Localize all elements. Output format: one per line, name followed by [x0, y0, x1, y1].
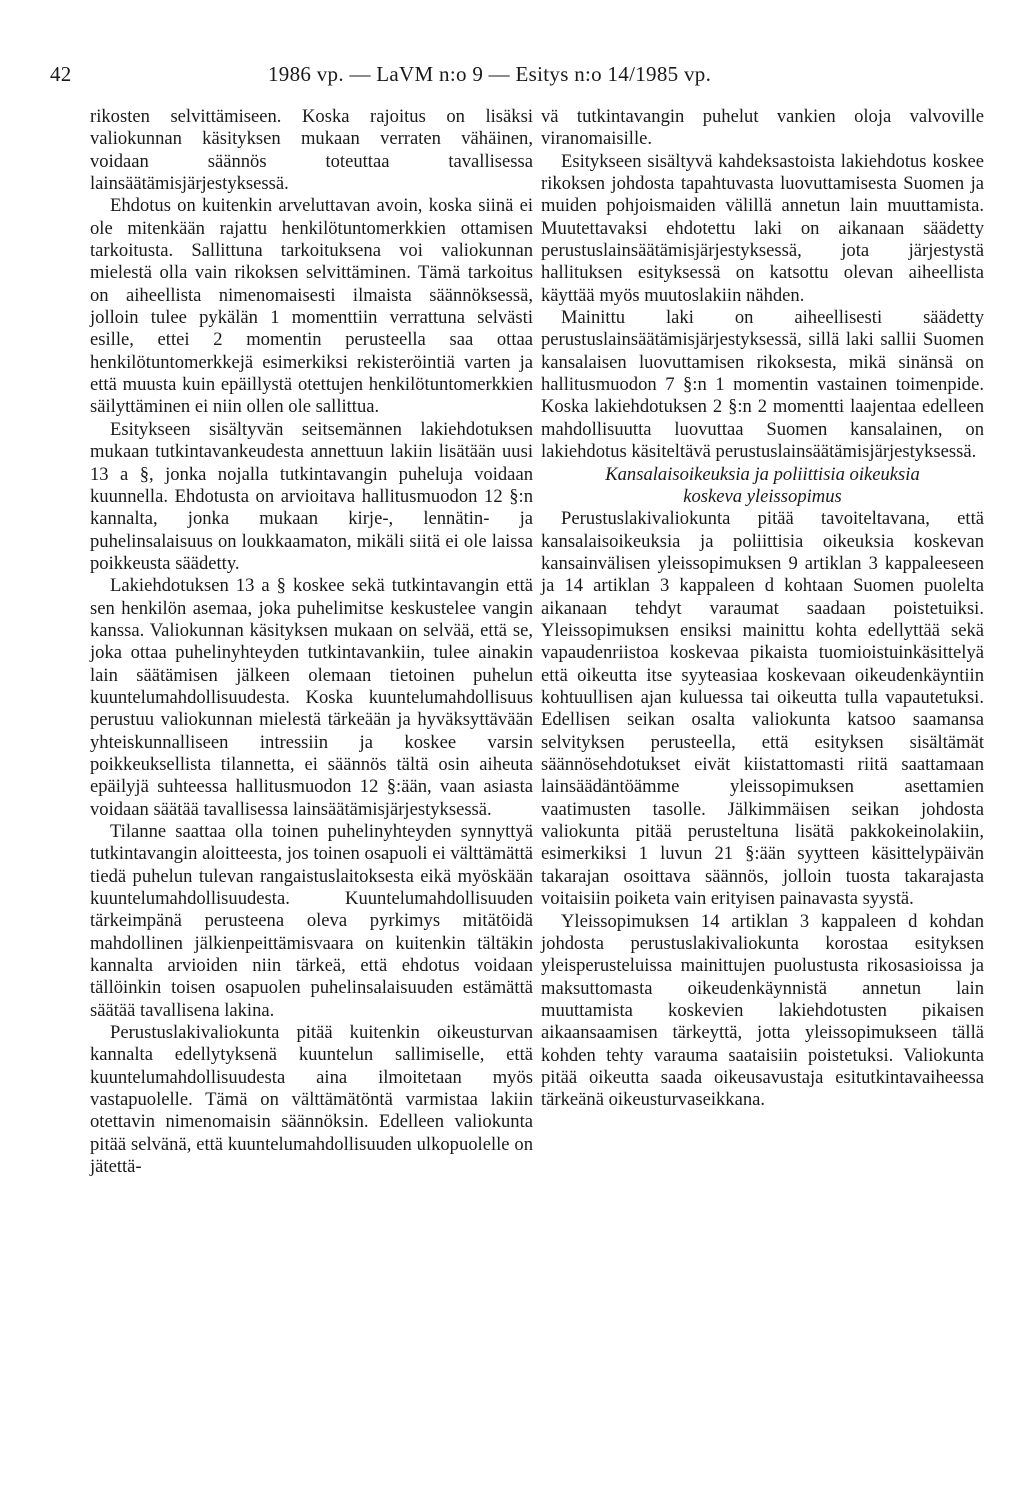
page-header: [50, 62, 980, 92]
right-column: [541, 106, 984, 1112]
paragraph: Esitykseen sisältyvän seitsemännen lakiehdotuksen mukaan tutkintavankeudesta annettuun lakiin lisätään uusi 13 a §, jonka nojalla tutkintavangin puheluja voidaan kuunnella. Ehdotusta on arvioitava hallitusmuodon 12 §:n kannalta, jonka mukaan kirje-, lennätin- ja puhelinsalaisuus on loukkaamaton, mikäli siitä ei ole laissa poikkeusta säädetty.: [90, 418, 533, 574]
paragraph: Esitykseen sisältyvä kahdeksastoista lakiehdotus koskee rikoksen johdosta tapahtuvasta luovuttamisesta Suomen ja muiden pohjoismaiden välillä annetun lain muuttamista. Muutettavaksi ehdotettu laki on aikanaan säädetty perustuslainsäätämisjärjestyksessä, jota järjestystä hallituksen esityksessä on katsottu olevan aiheellista käyttää myös muutoslakiin nähden.: [541, 150, 984, 306]
left-column: [90, 106, 533, 1179]
section-heading-line-1: Kansalaisoikeuksia ja poliittisia oikeuksia: [605, 463, 920, 485]
running-title: 1986 vp. — LaVM n:o 9 — Esitys n:o 14/1985 vp.: [268, 62, 712, 86]
section-heading: [541, 464, 984, 509]
paragraph: Tilanne saattaa olla toinen puhelinyhteyden synnyttyä tutkintavangin aloitteesta, jos toinen osapuoli ei välttämättä tiedä puhelun tulevan rangaistuslaitoksesta eikä myöskään kuuntelumahdollisuudesta. Kuuntelumahdollisuuden tärkeimpänä perusteena oleva pyrkimys mitätöidä mahdollinen jälkienpeittämisvaara on kuitenkin tältäkin kannalta arvioiden niin tärkeä, että ehdotus voidaan tällöinkin toisen osapuolen puhelinsalaisuuden estämättä säätää tavallisena lakina.: [90, 821, 533, 1021]
paragraph: Mainittu laki on aiheellisesti säädetty perustuslainsäätämisjärjestyksessä, sillä laki sallii Suomen kansalaisen luovuttamisen rikoksesta, mikä sinänsä on hallitusmuodon 7 §:n 1 momentin vastainen toimenpide. Koska lakiehdotuksen 2 §:n 2 momentti laajentaa edelleen mahdollisuutta luovuttaa Suomen kansalainen, on lakiehdotus käsiteltävä perustuslainsäätämisjärjestyksessä.: [541, 307, 984, 463]
paragraph: Ehdotus on kuitenkin arveluttavan avoin, koska siinä ei ole mitenkään rajattu henkilötuntomerkkien ottamisen tarkoitusta. Sallittuna tarkoituksena voi valiokunnan mielestä olla vain rikoksen selvittäminen. Tämä tarkoitus on aiheellista nimenomaisesti ilmaista säännöksessä, jolloin tulee pykälän 1 momenttiin verrattuna selvästi esille, ettei 2 momentin perusteella saa ottaa henkilötuntomerkkejä esimerkiksi rekisteröintiä varten ja että muusta kuin epäillystä otettujen henkilötuntomerkkien säilyttäminen ei niin ollen ole sallittua.: [90, 195, 533, 418]
section-heading-line-2: koskeva yleissopimus: [683, 485, 842, 507]
paragraph: rikosten selvittämiseen. Koska rajoitus on lisäksi valiokunnan käsityksen mukaan verraten vähäinen, voidaan säännös toteuttaa tavallisessa lainsäätämisjärjestyksessä.: [90, 106, 533, 195]
page-number: 42: [50, 62, 72, 86]
paragraph: Perustuslakivaliokunta pitää kuitenkin oikeusturvan kannalta edellytyksenä kuuntelun sallimiselle, että kuuntelumahdollisuudesta aina ilmoitetaan myös vastapuolelle. Tämä on välttämätöntä varmistaa lakiin otettavin nimenomaisin säännöksin. Edelleen valiokunta pitää selvänä, että kuuntelumahdollisuuden ulkopuolelle on jätettä-: [90, 1022, 533, 1178]
paragraph: vä tutkintavangin puhelut vankien oloja valvoville viranomaisille.: [541, 106, 984, 150]
paragraph: Perustuslakivaliokunta pitää tavoiteltavana, että kansalaisoikeuksia ja poliittisia oikeuksia koskevan kansainvälisen yleissopimuksen 9 artiklan 3 kappaleeseen ja 14 artiklan 3 kappaleen d kohtaan Suomen puolelta aikanaan tehdyt varaumat saadaan poistetuiksi. Yleissopimuksen ensiksi mainittu kohta edellyttää sekä vapaudenriistoa koskevaa pikaista tuomioistuinkäsittelyä että oikeutta itse syyteasiaa koskevaan oikeudenkäyntiin kohtuullisen ajan kuluessa tai oikeutta tulla vapautetuksi. Edellisen seikan osalta valiokunta katsoo saamansa selvityksen perusteella, että esityksen sisältämät säännösehdotukset eivät kiistattomasti riitä saattamaan lainsäädäntöämme yleissopimuksen asettamien vaatimusten tasolle. Jälkimmäisen seikan johdosta valiokunta pitää perusteltuna lisätä pakkokeinolakiin, esimerkiksi 1 luvun 21 §:ään syytteen käsittelypäivän takarajan osoittava säännös, jolloin tuosta takarajasta voitaisiin poiketa vain erityisen painavasta syystä.: [541, 508, 984, 910]
paragraph: Yleissopimuksen 14 artiklan 3 kappaleen d kohdan johdosta perustuslakivaliokunta korostaa esityksen yleisperusteluissa mainittujen puolustusta rikosasioissa ja maksuttomasta oikeudenkäynnistä annetun lain muuttamista koskevien lakiehdotusten pikaisen aikaansaamisen tärkeyttä, jotta yleissopimukseen tällä kohden tehty varauma saataisiin poistetuksi. Valiokunta pitää oikeutta saada oikeusavustaja esitutkintavaiheessa tärkeänä oikeusturvaseikkana.: [541, 910, 984, 1111]
paragraph: Lakiehdotuksen 13 a § koskee sekä tutkintavangin että sen henkilön asemaa, joka puhelimitse keskustelee vangin kanssa. Valiokunnan käsityksen mukaan on selvää, että se, joka ottaa puhelinyhteyden tutkintavankiin, tulee ainakin lain säätämisen jälkeen olemaan tietoinen puhelun kuuntelumahdollisuudesta. Koska kuuntelumahdollisuus perustuu valiokunnan mielestä tärkeään ja hyväksyttävään yhteiskunnalliseen intressiin ja koskee varsin poikkeuksellista tilannetta, ei säännös tältä osin aiheuta epäilyjä suhteessa hallitusmuodon 12 §:ään, vaan asiasta voidaan säätää tavallisessa lainsäätämisjärjestyksessä.: [90, 575, 533, 820]
